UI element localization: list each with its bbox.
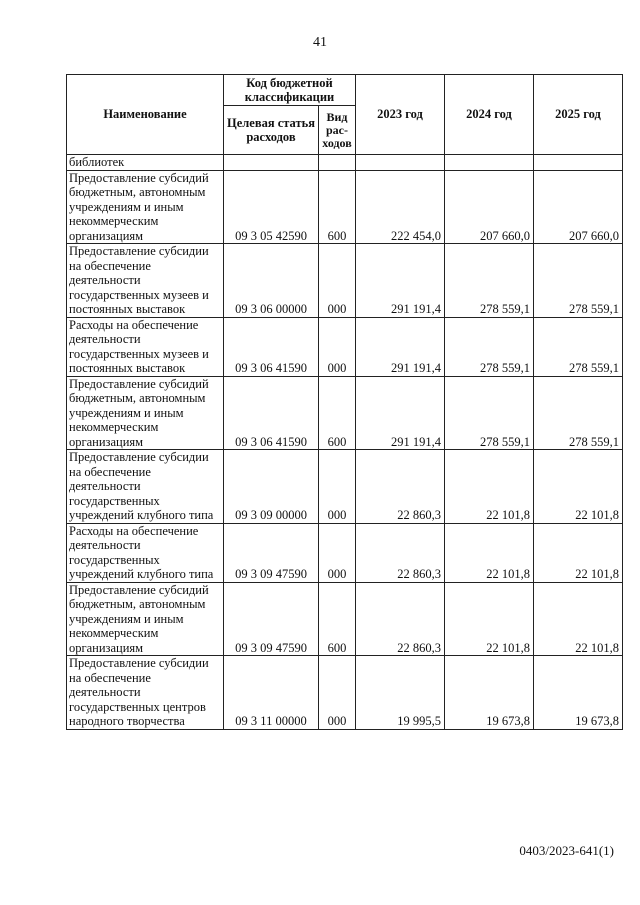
expense-type-cell bbox=[319, 155, 356, 171]
budget-table bbox=[66, 74, 623, 730]
amount-2023-cell bbox=[356, 155, 445, 171]
name-cell: Расходы на обеспечение деятельности государственных учреждений клубного типа bbox=[67, 523, 224, 582]
target-article-cell: 09 3 09 47590 bbox=[224, 523, 319, 582]
table-row bbox=[67, 244, 623, 318]
target-article-cell: 09 3 06 41590 bbox=[224, 317, 319, 376]
amount-2024-cell: 278 559,1 bbox=[445, 317, 534, 376]
name-cell: Предоставление субсидии на обеспечение деятельности государственных центров народного творчества bbox=[67, 656, 224, 730]
name-cell: Предоставление субсидий бюджетным, автономным учреждениям и иным некоммерческим организациям bbox=[67, 582, 224, 656]
header-name: Наименование bbox=[67, 75, 224, 155]
name-cell: Расходы на обеспечение деятельности государственных музеев и постоянных выставок bbox=[67, 317, 224, 376]
amount-2024-cell: 278 559,1 bbox=[445, 244, 534, 318]
target-article-cell bbox=[224, 155, 319, 171]
table-row bbox=[67, 450, 623, 524]
amount-2024-cell: 19 673,8 bbox=[445, 656, 534, 730]
amount-2025-cell: 22 101,8 bbox=[534, 523, 623, 582]
name-cell: Предоставление субсидии на обеспечение деятельности государственных учреждений клубного типа bbox=[67, 450, 224, 524]
amount-2025-cell: 278 559,1 bbox=[534, 317, 623, 376]
amount-2023-cell: 291 191,4 bbox=[356, 376, 445, 450]
expense-type-cell: 600 bbox=[319, 582, 356, 656]
amount-2024-cell bbox=[445, 155, 534, 171]
amount-2025-cell: 278 559,1 bbox=[534, 376, 623, 450]
expense-type-cell: 000 bbox=[319, 450, 356, 524]
amount-2024-cell: 22 101,8 bbox=[445, 450, 534, 524]
header-kod-group: Код бюджетной классификации bbox=[224, 75, 356, 106]
amount-2024-cell: 278 559,1 bbox=[445, 376, 534, 450]
name-cell: Предоставление субсидий бюджетным, автономным учреждениям и иным некоммерческим организациям bbox=[67, 376, 224, 450]
amount-2024-cell: 207 660,0 bbox=[445, 170, 534, 244]
header-target-article: Целевая статья расходов bbox=[224, 106, 319, 155]
amount-2023-cell: 291 191,4 bbox=[356, 244, 445, 318]
amount-2023-cell: 291 191,4 bbox=[356, 317, 445, 376]
header-year-2024: 2024 год bbox=[445, 75, 534, 155]
expense-type-cell: 000 bbox=[319, 244, 356, 318]
amount-2024-cell: 22 101,8 bbox=[445, 523, 534, 582]
amount-2023-cell: 22 860,3 bbox=[356, 450, 445, 524]
amount-2025-cell bbox=[534, 155, 623, 171]
page-number: 41 bbox=[313, 35, 327, 50]
table-body bbox=[67, 155, 623, 730]
name-cell: Предоставление субсидии на обеспечение деятельности государственных музеев и постоянных выставок bbox=[67, 244, 224, 318]
target-article-cell: 09 3 06 41590 bbox=[224, 376, 319, 450]
document-code: 0403/2023-641(1) bbox=[519, 843, 614, 858]
amount-2025-cell: 207 660,0 bbox=[534, 170, 623, 244]
amount-2024-cell: 22 101,8 bbox=[445, 582, 534, 656]
table-row bbox=[67, 317, 623, 376]
table-row bbox=[67, 170, 623, 244]
amount-2023-cell: 19 995,5 bbox=[356, 656, 445, 730]
amount-2023-cell: 22 860,3 bbox=[356, 523, 445, 582]
name-cell: Предоставление субсидий бюджетным, автономным учреждениям и иным некоммерческим организациям bbox=[67, 170, 224, 244]
amount-2023-cell: 22 860,3 bbox=[356, 582, 445, 656]
expense-type-cell: 000 bbox=[319, 317, 356, 376]
amount-2025-cell: 19 673,8 bbox=[534, 656, 623, 730]
table-row bbox=[67, 582, 623, 656]
expense-type-cell: 600 bbox=[319, 170, 356, 244]
amount-2025-cell: 278 559,1 bbox=[534, 244, 623, 318]
header-year-2023: 2023 год bbox=[356, 75, 445, 155]
amount-2023-cell: 222 454,0 bbox=[356, 170, 445, 244]
target-article-cell: 09 3 05 42590 bbox=[224, 170, 319, 244]
amount-2025-cell: 22 101,8 bbox=[534, 450, 623, 524]
amount-2025-cell: 22 101,8 bbox=[534, 582, 623, 656]
table-row bbox=[67, 656, 623, 730]
target-article-cell: 09 3 06 00000 bbox=[224, 244, 319, 318]
expense-type-cell: 000 bbox=[319, 656, 356, 730]
header-year-2025: 2025 год bbox=[534, 75, 623, 155]
table-row bbox=[67, 523, 623, 582]
name-cell: библиотек bbox=[67, 155, 224, 171]
table-row bbox=[67, 376, 623, 450]
table-row bbox=[67, 155, 623, 171]
target-article-cell: 09 3 09 47590 bbox=[224, 582, 319, 656]
target-article-cell: 09 3 09 00000 bbox=[224, 450, 319, 524]
expense-type-cell: 600 bbox=[319, 376, 356, 450]
target-article-cell: 09 3 11 00000 bbox=[224, 656, 319, 730]
header-expense-type: Вид рас-ходов bbox=[319, 106, 356, 155]
expense-type-cell: 000 bbox=[319, 523, 356, 582]
